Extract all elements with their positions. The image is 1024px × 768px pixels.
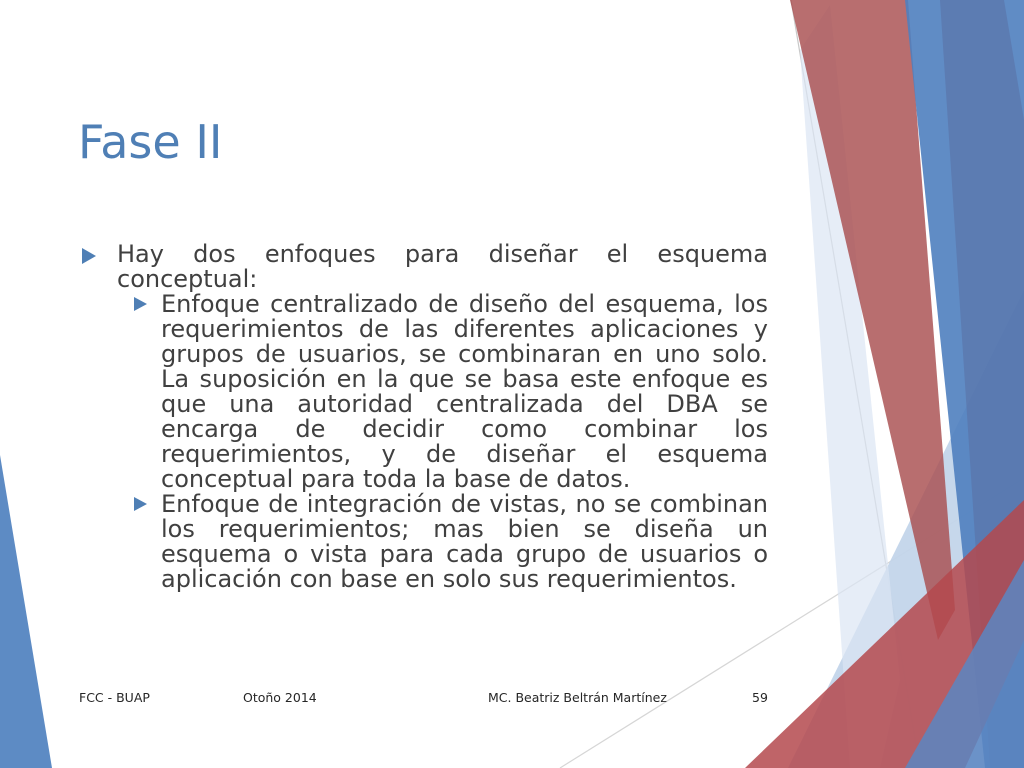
footer-author: MC. Beatriz Beltrán Martínez (488, 690, 667, 705)
bullet-item-level2 (80, 492, 768, 592)
triangle-right-icon (134, 497, 147, 511)
bullet-text: Hay dos enfoques para diseñar el esquema conceptual: (117, 240, 768, 293)
triangle-right-icon (82, 248, 96, 264)
bullet-list (80, 242, 768, 592)
footer-institution: FCC - BUAP (79, 690, 150, 705)
triangle-right-icon (134, 297, 147, 311)
left-blue-shape (0, 455, 52, 768)
bullet-text: Enfoque centralizado de diseño del esquema, los requerimientos de las diferentes aplicaciones y grupos de usuarios, se combinaran en uno solo. La suposición en la que se basa este enfoque es que una autoridad centralizada del DBA se encarga de decidir como combinar los requerimientos, y de diseñar el esquema conceptual para toda la base de datos. (161, 290, 768, 493)
slide-title: Fase II (78, 115, 223, 169)
footer-term: Otoño 2014 (243, 690, 317, 705)
bullet-item-level2 (80, 292, 768, 492)
bullet-item-level1 (80, 242, 768, 292)
bullet-text: Enfoque de integración de vistas, no se combinan los requerimientos; mas bien se diseña un esquema o vista para cada grupo de usuarios o aplicación con base en solo sus requerimientos. (161, 490, 768, 593)
footer-page-number: 59 (752, 690, 768, 705)
